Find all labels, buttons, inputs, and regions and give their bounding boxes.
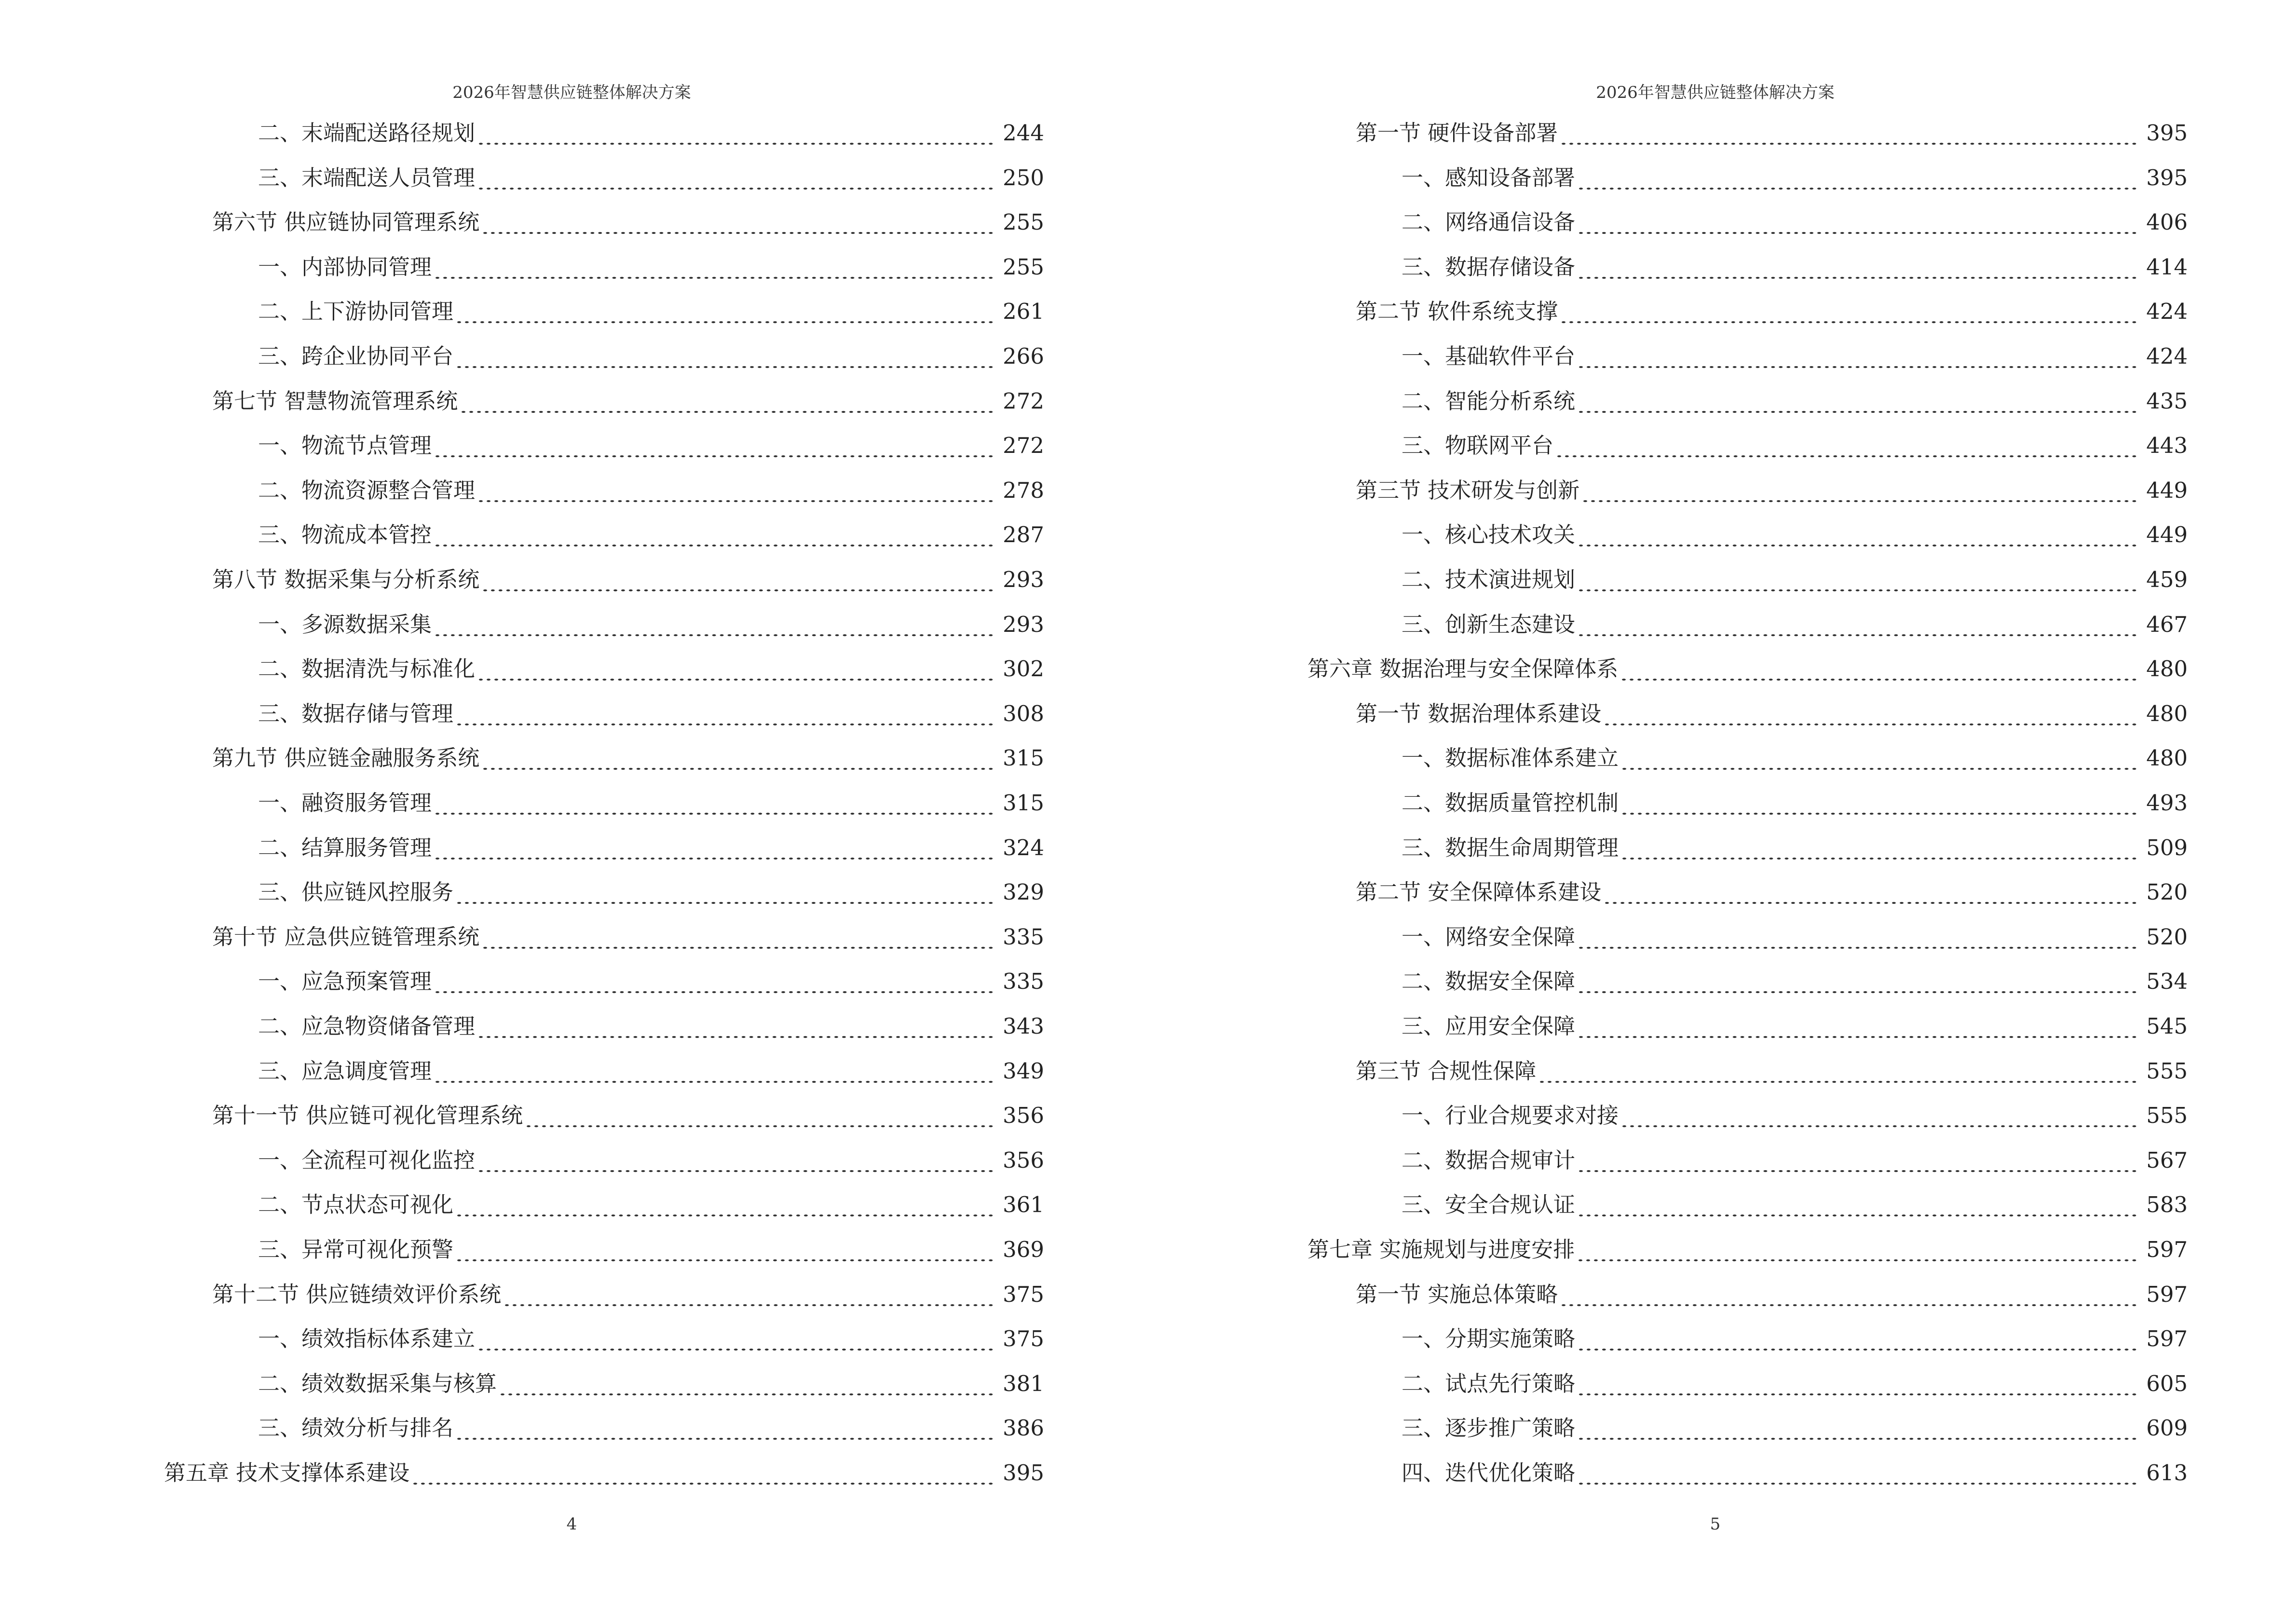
toc-subsection-entry[interactable] (258, 111, 1044, 155)
toc-entry-title: 二、技术演进规划 (1402, 567, 1576, 592)
dot-leader (1579, 513, 2139, 557)
toc-entry-title: 二、数据安全保障 (1402, 969, 1576, 994)
toc-subsection-entry[interactable] (258, 826, 1044, 870)
dot-leader (1579, 1406, 2139, 1450)
dot-leader (479, 647, 996, 691)
dot-leader (1579, 1228, 2139, 1272)
toc-subsection-entry[interactable] (1402, 200, 2188, 245)
toc-entry-title: 第三节 合规性保障 (1356, 1058, 1537, 1084)
toc-entry-title: 第六节 供应链协同管理系统 (212, 209, 480, 235)
toc-section-entry[interactable] (212, 379, 1044, 423)
toc-entry-title: 一、全流程可视化监控 (258, 1147, 476, 1173)
toc-subsection-entry[interactable] (1402, 245, 2188, 289)
toc-entry-page: 250 (1003, 165, 1044, 191)
toc-entry-title: 一、融资服务管理 (258, 790, 432, 816)
toc-entry-page: 386 (1003, 1415, 1044, 1441)
dot-leader (483, 558, 996, 602)
toc-entry-page: 324 (1003, 835, 1044, 860)
toc-entry-page: 555 (2146, 1103, 2188, 1128)
dot-leader (1605, 692, 2139, 736)
toc-subsection-entry[interactable] (1402, 826, 2188, 870)
toc-entry-page: 449 (2146, 522, 2188, 547)
toc-entry-title: 一、应急预案管理 (258, 969, 432, 994)
toc-subsection-entry[interactable] (258, 1406, 1044, 1450)
dot-leader (457, 1406, 996, 1450)
toc-entry-title: 一、数据标准体系建立 (1402, 745, 1619, 771)
toc-entry-title: 一、网络安全保障 (1402, 924, 1576, 950)
dot-leader (1622, 1093, 2139, 1138)
dot-leader (1579, 245, 2139, 289)
toc-entry-title: 一、行业合规要求对接 (1402, 1103, 1619, 1128)
toc-subsection-entry[interactable] (1402, 1004, 2188, 1049)
toc-entry-title: 第二节 安全保障体系建设 (1356, 879, 1602, 905)
dot-leader (457, 1183, 996, 1227)
toc-subsection-entry[interactable] (1402, 379, 2188, 423)
toc-entry-page: 278 (1003, 478, 1044, 503)
toc-entry-page: 343 (1003, 1013, 1044, 1039)
toc-entry-title: 一、绩效指标体系建立 (258, 1326, 476, 1351)
toc-page-right (1144, 0, 2287, 1624)
dot-leader (1562, 111, 2139, 155)
toc-entry-page: 583 (2146, 1192, 2188, 1217)
toc-entry-title: 第一节 实施总体策略 (1356, 1282, 1558, 1307)
dot-leader (436, 513, 996, 557)
toc-entry-title: 二、物流资源整合管理 (258, 478, 476, 503)
toc-entry-page: 395 (2146, 165, 2188, 191)
toc-entry-page: 255 (1003, 254, 1044, 280)
toc-entry-page: 597 (2146, 1326, 2188, 1351)
toc-entry-page: 261 (1003, 299, 1044, 324)
toc-entry-page: 395 (2146, 120, 2188, 146)
toc-subsection-entry[interactable] (1402, 513, 2188, 557)
toc-entry-title: 第六章 数据治理与安全保障体系 (1307, 656, 1619, 682)
toc-subsection-entry[interactable] (1402, 1451, 2188, 1495)
toc-subsection-entry[interactable] (258, 647, 1044, 691)
page-number: 5 (1710, 1515, 1721, 1534)
dot-leader (1579, 334, 2139, 379)
toc-entry-title: 三、末端配送人员管理 (258, 165, 476, 191)
dot-leader (1579, 200, 2139, 245)
toc-subsection-entry[interactable] (1402, 959, 2188, 1004)
toc-entry-page: 414 (2146, 254, 2188, 280)
toc-entry-title: 三、逐步推广策略 (1402, 1415, 1576, 1441)
toc-section-entry[interactable] (1356, 1272, 2188, 1317)
dot-leader (1579, 1317, 2139, 1361)
dot-leader (1579, 1451, 2139, 1495)
toc-entry-title: 一、多源数据采集 (258, 612, 432, 637)
toc-entry-page: 534 (2146, 969, 2188, 994)
toc-subsection-entry[interactable] (258, 289, 1044, 334)
dot-leader (1622, 647, 2139, 691)
toc-entry-page: 567 (2146, 1147, 2188, 1173)
toc-chapter-entry[interactable] (164, 1451, 1044, 1495)
toc-section-entry[interactable] (1356, 1049, 2188, 1093)
toc-entry-title: 第五章 技术支撑体系建设 (164, 1460, 410, 1486)
toc-entry-title: 第八节 数据采集与分析系统 (212, 567, 480, 592)
dot-leader (413, 1451, 996, 1495)
toc-subsection-entry[interactable] (1402, 156, 2188, 200)
toc-entry-page: 605 (2146, 1371, 2188, 1396)
dot-leader (479, 156, 996, 200)
dot-leader (1622, 736, 2139, 780)
toc-entry-title: 二、智能分析系统 (1402, 388, 1576, 414)
toc-section-entry[interactable] (1356, 111, 2188, 155)
dot-leader (1579, 915, 2139, 959)
toc-entry-page: 395 (1003, 1460, 1044, 1486)
toc-section-entry[interactable] (212, 200, 1044, 245)
dot-leader (1622, 826, 2139, 870)
toc-entry-page: 293 (1003, 612, 1044, 637)
dot-leader (436, 423, 996, 468)
toc-entry-title: 三、供应链风控服务 (258, 879, 454, 905)
toc-subsection-entry[interactable] (258, 692, 1044, 736)
toc-entry-page: 272 (1003, 388, 1044, 414)
toc-subsection-entry[interactable] (1402, 736, 2188, 780)
dot-leader (1583, 468, 2139, 513)
toc-entry-page: 424 (2146, 299, 2188, 324)
toc-entry-title: 第十一节 供应链可视化管理系统 (212, 1103, 523, 1128)
toc-subsection-entry[interactable] (258, 1317, 1044, 1361)
toc-entry-title: 一、分期实施策略 (1402, 1326, 1576, 1351)
toc-entry-title: 三、跨企业协同平台 (258, 343, 454, 369)
dot-leader (1605, 870, 2139, 914)
toc-entry-page: 329 (1003, 879, 1044, 905)
toc-entry-title: 三、异常可视化预警 (258, 1237, 454, 1262)
toc-entry-page: 509 (2146, 835, 2188, 860)
dot-leader (1579, 1362, 2139, 1406)
toc-entry-page: 613 (2146, 1460, 2188, 1486)
toc-entry-title: 三、数据生命周期管理 (1402, 835, 1619, 860)
toc-subsection-entry[interactable] (258, 959, 1044, 1004)
toc-entry-title: 第三节 技术研发与创新 (1356, 478, 1580, 503)
dot-leader (483, 200, 996, 245)
toc-subsection-entry[interactable] (258, 1362, 1044, 1406)
dot-leader (1622, 781, 2139, 825)
toc-section-entry[interactable] (1356, 468, 2188, 513)
dot-leader (1579, 602, 2139, 647)
toc-entry-title: 第七章 实施规划与进度安排 (1307, 1237, 1575, 1262)
toc-entry-title: 三、绩效分析与排名 (258, 1415, 454, 1441)
dot-leader (527, 1093, 996, 1138)
dot-leader (505, 1272, 996, 1317)
toc-entry-page: 272 (1003, 433, 1044, 458)
toc-entry-title: 三、数据存储设备 (1402, 254, 1576, 280)
dot-leader (1579, 1138, 2139, 1183)
dot-leader (1579, 558, 2139, 602)
toc-entry-page: 302 (1003, 656, 1044, 682)
toc-section-entry[interactable] (212, 558, 1044, 602)
toc-entry-page: 349 (1003, 1058, 1044, 1084)
toc-entry-page: 480 (2146, 656, 2188, 682)
toc-entry-title: 二、应急物资储备管理 (258, 1013, 476, 1039)
dot-leader (479, 111, 996, 155)
toc-entry-title: 一、感知设备部署 (1402, 165, 1576, 191)
toc-entry-title: 三、物联网平台 (1402, 433, 1554, 458)
toc-entry-title: 二、数据质量管控机制 (1402, 790, 1619, 816)
toc-subsection-entry[interactable] (258, 1138, 1044, 1183)
dot-leader (1562, 1272, 2139, 1317)
toc-section-entry[interactable] (212, 915, 1044, 959)
toc-entry-page: 493 (2146, 790, 2188, 816)
toc-entry-page: 293 (1003, 567, 1044, 592)
toc-subsection-entry[interactable] (258, 1228, 1044, 1272)
toc-entry-page: 467 (2146, 612, 2188, 637)
dot-leader (436, 245, 996, 289)
toc-subsection-entry[interactable] (258, 156, 1044, 200)
dot-leader (1579, 1183, 2139, 1227)
dot-leader (479, 468, 996, 513)
toc-entry-title: 二、网络通信设备 (1402, 209, 1576, 235)
toc-section-entry[interactable] (212, 736, 1044, 780)
toc-entry-title: 三、创新生态建设 (1402, 612, 1576, 637)
toc-subsection-entry[interactable] (258, 781, 1044, 825)
toc-entry-page: 335 (1003, 969, 1044, 994)
toc-entry-title: 一、内部协同管理 (258, 254, 432, 280)
dot-leader (479, 1317, 996, 1361)
toc-subsection-entry[interactable] (258, 1049, 1044, 1093)
dot-leader (479, 1138, 996, 1183)
toc-entry-title: 二、末端配送路径规划 (258, 120, 476, 146)
toc-entry-title: 三、应急调度管理 (258, 1058, 432, 1084)
toc-entry-page: 315 (1003, 790, 1044, 816)
toc-entry-page: 555 (2146, 1058, 2188, 1084)
toc-entry-page: 520 (2146, 879, 2188, 905)
toc-subsection-entry[interactable] (1402, 915, 2188, 959)
toc-entry-title: 第一节 数据治理体系建设 (1356, 701, 1602, 726)
dot-leader (436, 781, 996, 825)
toc-subsection-entry[interactable] (258, 602, 1044, 647)
toc-entry-page: 308 (1003, 701, 1044, 726)
toc-entry-title: 第七节 智慧物流管理系统 (212, 388, 458, 414)
dot-leader (1579, 959, 2139, 1004)
toc-entry-title: 第一节 硬件设备部署 (1356, 120, 1558, 146)
toc-subsection-entry[interactable] (1402, 1183, 2188, 1227)
dot-leader (1557, 423, 2139, 468)
toc-entry-page: 609 (2146, 1415, 2188, 1441)
toc-entry-page: 545 (2146, 1013, 2188, 1039)
toc-subsection-entry[interactable] (1402, 1317, 2188, 1361)
toc-entry-title: 二、数据合规审计 (1402, 1147, 1576, 1173)
toc-entry-page: 597 (2146, 1282, 2188, 1307)
toc-subsection-entry[interactable] (1402, 334, 2188, 379)
toc-entry-page: 255 (1003, 209, 1044, 235)
toc-entry-page: 356 (1003, 1103, 1044, 1128)
toc-entry-title: 第十二节 供应链绩效评价系统 (212, 1282, 502, 1307)
toc-entry-page: 315 (1003, 745, 1044, 771)
toc-entry-page: 287 (1003, 522, 1044, 547)
dot-leader (1579, 1004, 2139, 1049)
toc-chapter-entry[interactable] (1307, 647, 2188, 691)
toc-entry-page: 597 (2146, 1237, 2188, 1262)
toc-entry-title: 三、数据存储与管理 (258, 701, 454, 726)
dot-leader (479, 1004, 996, 1049)
toc-entry-title: 第十节 应急供应链管理系统 (212, 924, 480, 950)
toc-entry-page: 424 (2146, 343, 2188, 369)
toc-section-entry[interactable] (1356, 289, 2188, 334)
page-number: 4 (566, 1515, 577, 1534)
toc-entry-title: 二、数据清洗与标准化 (258, 656, 476, 682)
toc-entry-title: 二、试点先行策略 (1402, 1371, 1576, 1396)
toc-subsection-entry[interactable] (1402, 558, 2188, 602)
toc-entry-title: 一、基础软件平台 (1402, 343, 1576, 369)
toc-subsection-entry[interactable] (1402, 1093, 2188, 1138)
dot-leader (1579, 379, 2139, 423)
toc-entry-page: 375 (1003, 1282, 1044, 1307)
toc-entry-title: 二、结算服务管理 (258, 835, 432, 860)
toc-subsection-entry[interactable] (258, 468, 1044, 513)
dot-leader (1540, 1049, 2139, 1093)
toc-subsection-entry[interactable] (258, 1183, 1044, 1227)
toc-section-entry[interactable] (1356, 870, 2188, 914)
toc-entry-title: 二、上下游协同管理 (258, 299, 454, 324)
dot-leader (457, 1228, 996, 1272)
toc-subsection-entry[interactable] (1402, 423, 2188, 468)
toc-subsection-entry[interactable] (1402, 1138, 2188, 1183)
toc-entry-page: 369 (1003, 1237, 1044, 1262)
toc-chapter-entry[interactable] (1307, 1228, 2188, 1272)
page-header: 2026年智慧供应链整体解决方案 (452, 83, 691, 102)
toc-entry-page: 435 (2146, 388, 2188, 414)
toc-subsection-entry[interactable] (1402, 602, 2188, 647)
dot-leader (483, 915, 996, 959)
toc-entry-page: 361 (1003, 1192, 1044, 1217)
toc-subsection-entry[interactable] (1402, 781, 2188, 825)
toc-subsection-entry[interactable] (1402, 1362, 2188, 1406)
toc-subsection-entry[interactable] (1402, 1406, 2188, 1450)
dot-leader (1562, 289, 2139, 334)
toc-entry-page: 375 (1003, 1326, 1044, 1351)
toc-entry-page: 335 (1003, 924, 1044, 950)
dot-leader (457, 289, 996, 334)
toc-section-entry[interactable] (212, 1093, 1044, 1138)
toc-section-entry[interactable] (1356, 692, 2188, 736)
toc-subsection-entry[interactable] (258, 870, 1044, 914)
dot-leader (457, 692, 996, 736)
toc-entry-title: 一、核心技术攻关 (1402, 522, 1576, 547)
toc-entry-page: 480 (2146, 745, 2188, 771)
toc-entry-title: 三、应用安全保障 (1402, 1013, 1576, 1039)
toc-entry-title: 第二节 软件系统支撑 (1356, 299, 1558, 324)
toc-subsection-entry[interactable] (258, 334, 1044, 379)
toc-subsection-entry[interactable] (258, 1004, 1044, 1049)
dot-leader (436, 959, 996, 1004)
dot-leader (457, 334, 996, 379)
dot-leader (436, 1049, 996, 1093)
toc-entry-page: 449 (2146, 478, 2188, 503)
toc-entry-page: 381 (1003, 1371, 1044, 1396)
toc-entry-title: 四、迭代优化策略 (1402, 1460, 1576, 1486)
toc-entry-page: 356 (1003, 1147, 1044, 1173)
toc-entry-title: 二、节点状态可视化 (258, 1192, 454, 1217)
dot-leader (483, 736, 996, 780)
toc-subsection-entry[interactable] (258, 423, 1044, 468)
dot-leader (436, 602, 996, 647)
toc-entry-page: 406 (2146, 209, 2188, 235)
dot-leader (462, 379, 996, 423)
dot-leader (1579, 156, 2139, 200)
toc-entry-page: 480 (2146, 701, 2188, 726)
toc-entry-page: 244 (1003, 120, 1044, 146)
toc-subsection-entry[interactable] (258, 513, 1044, 557)
toc-subsection-entry[interactable] (258, 245, 1044, 289)
toc-entry-page: 443 (2146, 433, 2188, 458)
toc-entry-page: 520 (2146, 924, 2188, 950)
toc-entry-title: 第九节 供应链金融服务系统 (212, 745, 480, 771)
dot-leader (457, 870, 996, 914)
toc-entry-title: 二、绩效数据采集与核算 (258, 1371, 497, 1396)
dot-leader (501, 1362, 996, 1406)
toc-section-entry[interactable] (212, 1272, 1044, 1317)
toc-entry-page: 459 (2146, 567, 2188, 592)
dot-leader (436, 826, 996, 870)
toc-entry-title: 三、安全合规认证 (1402, 1192, 1576, 1217)
toc-entry-title: 一、物流节点管理 (258, 433, 432, 458)
toc-entry-title: 三、物流成本管控 (258, 522, 432, 547)
page-header: 2026年智慧供应链整体解决方案 (1596, 83, 1835, 102)
toc-entry-page: 266 (1003, 343, 1044, 369)
